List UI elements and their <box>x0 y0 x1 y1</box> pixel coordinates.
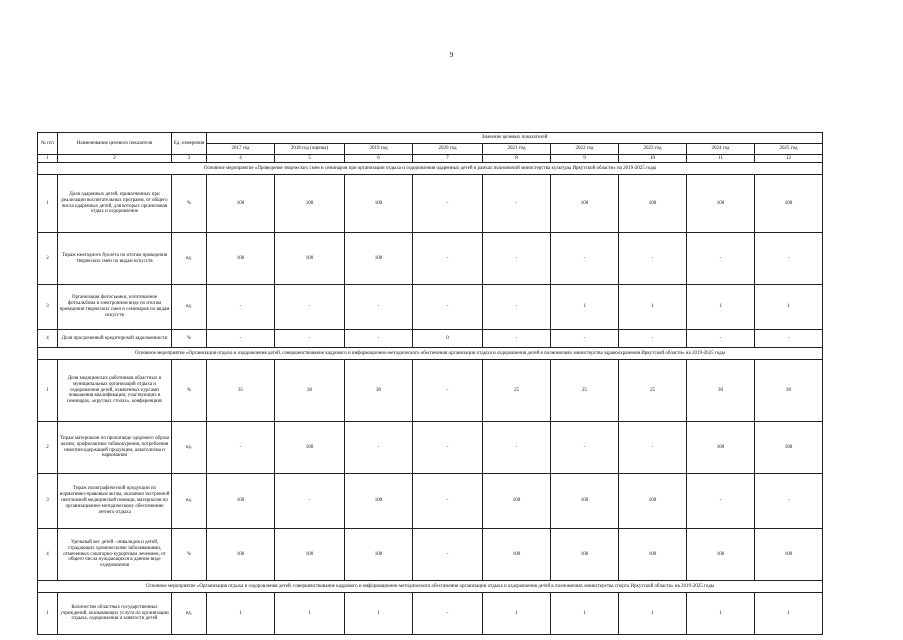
table-row <box>38 422 823 474</box>
value-cell: - <box>483 285 551 330</box>
value-cell: - <box>413 285 483 330</box>
table-row <box>38 529 823 581</box>
value-cell: - <box>551 422 619 474</box>
unit: ед. <box>172 285 207 330</box>
unit: ед. <box>172 233 207 285</box>
row-number: 1 <box>38 360 58 422</box>
column-number: 12 <box>755 155 823 163</box>
table-row <box>38 593 823 635</box>
column-number: 2 <box>58 155 172 163</box>
value-cell: 100 <box>551 474 619 529</box>
value-cell: 100 <box>755 529 823 581</box>
value-cell: 30 <box>755 360 823 422</box>
value-cell: 100 <box>207 175 275 233</box>
value-cell: - <box>413 175 483 233</box>
value-cell: 1 <box>345 593 413 635</box>
row-number: 1 <box>38 593 58 635</box>
value-cell: 100 <box>483 474 551 529</box>
value-cell: 100 <box>345 233 413 285</box>
header-year: 2020 год <box>413 144 483 155</box>
section-title: Основное мероприятие «Проведение творческих смен и семинаров при организации отдыха и оздоровления одаренных детей в рамках полномочий министерства культуры Иркутской области» на 2019-2025 годы <box>38 163 823 175</box>
value-cell: 25 <box>551 360 619 422</box>
value-cell: - <box>207 422 275 474</box>
column-number: 6 <box>345 155 413 163</box>
value-cell: - <box>207 330 275 348</box>
indicators-table <box>37 132 823 635</box>
value-cell: 1 <box>551 593 619 635</box>
unit: ед. <box>172 474 207 529</box>
value-cell: 1 <box>483 593 551 635</box>
value-cell: 1 <box>755 593 823 635</box>
value-cell: 0 <box>413 330 483 348</box>
section-row <box>38 163 823 175</box>
value-cell: 100 <box>551 175 619 233</box>
section-title: Основное мероприятие «Организация отдыха и оздоровления детей, совершенствование кадрового и информационно-методического обеспечения организации отдыха и оздоровления детей в полномочиях министерства спорта Иркутской области» на 2019-2025 годы <box>38 581 823 593</box>
section-row <box>38 348 823 360</box>
value-cell: - <box>275 330 345 348</box>
value-cell: - <box>755 233 823 285</box>
value-cell: - <box>345 330 413 348</box>
value-cell: 35 <box>207 360 275 422</box>
value-cell: - <box>755 330 823 348</box>
indicator-name: Доля одаренных детей, привлеченных при реализации воспитательных программ, от общего числа одаренных детей, для которых организован отдых и оздоровление <box>58 175 172 233</box>
column-numbers-row <box>38 155 823 163</box>
row-number: 4 <box>38 330 58 348</box>
value-cell: - <box>687 233 755 285</box>
value-cell: 100 <box>275 175 345 233</box>
indicator-name: Тираж материалов по пропаганде здорового образа жизни, профилактике табакокурения, потребления никотинсодержащей продукции, алкоголизма и наркомании <box>58 422 172 474</box>
value-cell: 100 <box>275 529 345 581</box>
value-cell: - <box>619 422 687 474</box>
row-number: 2 <box>38 233 58 285</box>
value-cell: - <box>551 330 619 348</box>
row-number: 3 <box>38 285 58 330</box>
unit: ед. <box>172 422 207 474</box>
value-cell: - <box>483 175 551 233</box>
value-cell: 100 <box>619 175 687 233</box>
column-number: 9 <box>551 155 619 163</box>
value-cell: 100 <box>687 529 755 581</box>
value-cell: - <box>413 474 483 529</box>
value-cell: 100 <box>687 422 755 474</box>
value-cell: - <box>619 233 687 285</box>
table-row <box>38 175 823 233</box>
header-year: 2024 год <box>687 144 755 155</box>
header-name: Наименование целевого показателя <box>58 133 172 155</box>
value-cell: - <box>345 422 413 474</box>
unit: % <box>172 360 207 422</box>
column-number: 10 <box>619 155 687 163</box>
column-number: 5 <box>275 155 345 163</box>
value-cell: 100 <box>345 175 413 233</box>
value-cell: 1 <box>619 285 687 330</box>
header-year: 2018 год (оценка) <box>275 144 345 155</box>
indicator-name: Организация фотосъемки, изготовление фотоальбома в электронном виде по итогам проведения творческих смен и семинаров по видам искусств <box>58 285 172 330</box>
value-cell: 1 <box>687 285 755 330</box>
header-year: 2021 год <box>483 144 551 155</box>
column-number: 11 <box>687 155 755 163</box>
row-number: 2 <box>38 422 58 474</box>
header-year: 2019 год <box>345 144 413 155</box>
section-row <box>38 581 823 593</box>
row-number: 1 <box>38 175 58 233</box>
value-cell: 25 <box>619 360 687 422</box>
value-cell: - <box>687 330 755 348</box>
header-year: 2025 год <box>755 144 823 155</box>
value-cell: - <box>345 285 413 330</box>
value-cell: - <box>275 474 345 529</box>
value-cell: 100 <box>207 529 275 581</box>
indicator-name: Доля медицинских работников областных и муниципальных организаций отдыха и оздоровления детей, охваченных курсами повышения квалификации, участвующих в семинарах, «круглых столах», конференциях <box>58 360 172 422</box>
value-cell: - <box>207 285 275 330</box>
value-cell: - <box>619 330 687 348</box>
row-number: 3 <box>38 474 58 529</box>
header-year: 2017 год <box>207 144 275 155</box>
value-cell: 100 <box>755 175 823 233</box>
table-row <box>38 233 823 285</box>
value-cell: - <box>413 422 483 474</box>
value-cell: 1 <box>275 593 345 635</box>
column-number: 1 <box>38 155 58 163</box>
header-row <box>38 133 823 144</box>
header-unit: Ед. измерения <box>172 133 207 155</box>
unit: % <box>172 330 207 348</box>
indicator-name: Тираж полиграфической продукции по нормативно-правовым актам, оказанию экстренной неотложной медицинской помощи, материалов по организационно-методическому обеспечению летнего отдыха <box>58 474 172 529</box>
value-cell: - <box>413 593 483 635</box>
value-cell: 100 <box>207 233 275 285</box>
row-number: 4 <box>38 529 58 581</box>
value-cell: 1 <box>755 285 823 330</box>
value-cell: 100 <box>551 529 619 581</box>
unit: ед. <box>172 593 207 635</box>
column-number: 8 <box>483 155 551 163</box>
value-cell: - <box>755 474 823 529</box>
indicator-name: Количество областных государственных учреждений, оказывающих услуги по организации отдыха, оздоровления и занятости детей <box>58 593 172 635</box>
header-year: 2022 год <box>551 144 619 155</box>
header-year: 2023 год <box>619 144 687 155</box>
value-cell: 100 <box>275 422 345 474</box>
value-cell: - <box>275 285 345 330</box>
value-cell: - <box>413 360 483 422</box>
indicator-name: Доля просроченной кредиторской задолженности <box>58 330 172 348</box>
indicator-name: Тираж ежегодного буклета по итогам проведения творческих смен по видам искусств <box>58 233 172 285</box>
indicator-name: Удельный вес детей - инвалидов и детей, страдающих хроническими заболеваниями, отмеченных санаторно-курортным лечением, от общего числа нуждающихся в данном виде оздоровления <box>58 529 172 581</box>
value-cell: 30 <box>345 360 413 422</box>
table-row <box>38 474 823 529</box>
value-cell: 100 <box>483 529 551 581</box>
unit: % <box>172 175 207 233</box>
value-cell: 1 <box>687 593 755 635</box>
value-cell: 1 <box>619 593 687 635</box>
value-cell: 100 <box>619 529 687 581</box>
column-number: 7 <box>413 155 483 163</box>
table-row <box>38 285 823 330</box>
table-row <box>38 330 823 348</box>
value-cell: 30 <box>275 360 345 422</box>
value-cell: - <box>687 474 755 529</box>
value-cell: 1 <box>551 285 619 330</box>
page-number: 9 <box>449 51 454 59</box>
value-cell: - <box>483 422 551 474</box>
value-cell: 100 <box>275 233 345 285</box>
value-cell: 100 <box>619 474 687 529</box>
value-cell: 25 <box>483 360 551 422</box>
header-values: Значение целевых показателей <box>207 133 823 144</box>
value-cell: 100 <box>345 474 413 529</box>
value-cell: 100 <box>207 474 275 529</box>
column-number: 4 <box>207 155 275 163</box>
unit: % <box>172 529 207 581</box>
value-cell: - <box>483 233 551 285</box>
value-cell: - <box>483 330 551 348</box>
value-cell: - <box>551 233 619 285</box>
value-cell: 30 <box>687 360 755 422</box>
value-cell: 100 <box>345 529 413 581</box>
value-cell: - <box>413 529 483 581</box>
value-cell: 1 <box>207 593 275 635</box>
column-number: 3 <box>172 155 207 163</box>
value-cell: 100 <box>755 422 823 474</box>
value-cell: - <box>413 233 483 285</box>
table-row <box>38 360 823 422</box>
section-title: Основное мероприятие «Организация отдыха и оздоровления детей, совершенствование кадрового и информационно-методического обеспечения организации отдыха и оздоровления детей в полномочиях министерства здравоохранения Иркутской области» на 2019-2025 годы <box>38 348 823 360</box>
value-cell: 100 <box>687 175 755 233</box>
header-num: № п/п <box>38 133 58 155</box>
